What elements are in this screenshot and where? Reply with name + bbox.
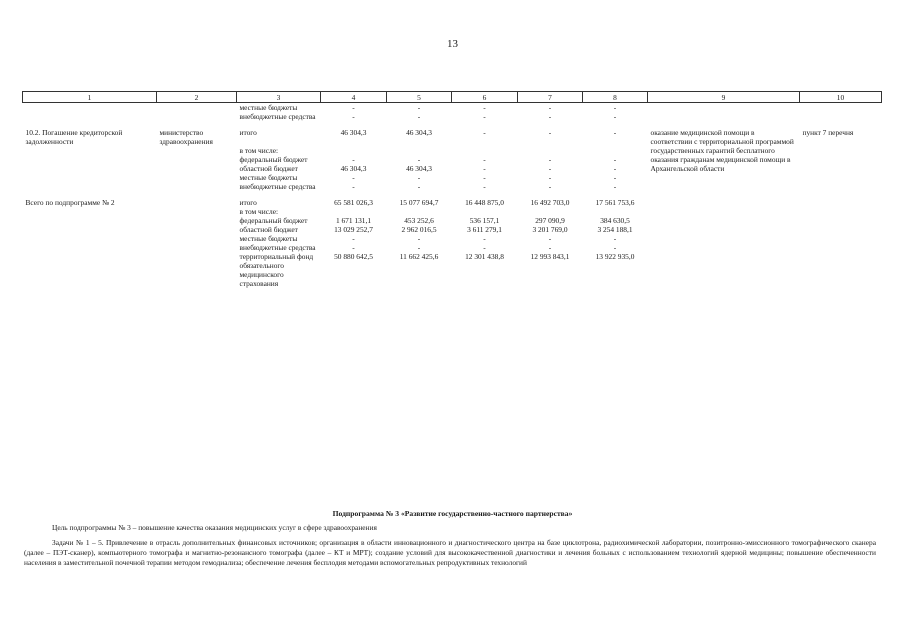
- table-cell: -: [483, 243, 486, 252]
- table-cell: 46 304,3: [340, 164, 367, 173]
- table-cell: -: [483, 234, 486, 243]
- table-cell: [157, 103, 237, 113]
- table-cell: -: [483, 112, 486, 121]
- table-cell: [23, 112, 157, 121]
- column-header: 8: [583, 92, 648, 103]
- table-cell: [23, 103, 157, 113]
- table-cell: [518, 207, 583, 216]
- table-cell: [648, 198, 800, 207]
- table-cell: -: [417, 112, 421, 121]
- table-row: [23, 182, 882, 191]
- table-cell: -: [548, 173, 552, 182]
- table-cell: пункт 7 перечня: [802, 128, 854, 137]
- table-cell: [800, 182, 882, 191]
- table-row: [23, 216, 882, 225]
- table-cell: [583, 207, 648, 216]
- table-cell: [800, 216, 882, 225]
- table-cell: [800, 243, 882, 252]
- table-cell: 16 448 875,0: [465, 198, 504, 207]
- table-cell: [23, 252, 157, 288]
- table-cell: [23, 243, 157, 252]
- table-cell: -: [613, 128, 617, 137]
- table-cell: -: [352, 182, 355, 191]
- table-cell: -: [352, 103, 355, 112]
- table-cell: [23, 234, 157, 243]
- table-cell: [23, 225, 157, 234]
- table-cell: -: [352, 173, 355, 182]
- table-cell: [157, 173, 237, 182]
- table-cell: -: [613, 155, 617, 164]
- table-cell: 1 671 131,1: [335, 216, 372, 225]
- table-cell: в том числе:: [239, 146, 279, 155]
- table-cell: 3 254 188,1: [597, 225, 633, 234]
- table-cell: [157, 198, 237, 207]
- subprogram-title: Подпрограмма № 3 «Развитие государственно-частного партнерства»: [332, 509, 573, 518]
- table-cell: 17 561 753,6: [595, 198, 635, 207]
- table-cell: 297 090,9: [535, 216, 565, 225]
- table-cell: [157, 182, 237, 191]
- table-cell: [321, 207, 387, 216]
- table-cell: -: [417, 243, 421, 252]
- column-header: 3: [237, 92, 321, 103]
- table-cell: местные бюджеты: [239, 173, 298, 182]
- page-number: 13: [447, 38, 458, 50]
- table-cell: -: [548, 243, 552, 252]
- table-cell: внебюджетные средства: [239, 243, 316, 252]
- spacer-cell: [23, 191, 882, 198]
- table-cell: [800, 112, 882, 121]
- goal-text: Цель подпрограммы № 3 – повышение качества оказания медицинских услуг в сфере здравоохранения: [52, 523, 377, 532]
- table-cell: [800, 252, 882, 288]
- table-cell: [23, 216, 157, 225]
- column-header: 10: [800, 92, 882, 103]
- table-cell: [23, 182, 157, 191]
- table-cell: Всего по подпрограмме № 2: [25, 198, 115, 207]
- table-cell: -: [613, 173, 617, 182]
- table-cell: в том числе:: [239, 207, 279, 216]
- table-cell: -: [613, 182, 617, 191]
- tasks-text: Задачи № 1 – 5. Привлечение в отрасль дополнительных финансовых источников; организация в области инновационного и диагностического центра на базе циклотрона, радиохимической лаборатории, позитронно-эмиссионного томографического сканера (далее – ПЭТ-сканер), компьютерного томографа и магнитно-резонансного томографа (далее – КТ и МРТ); создание условий для высококачественной диагностики и лечения больных с использованием технологий ядерной медицины; повышение обеспеченности населения в заместительной почечной терапии методом гемодиализа; обеспечение лечения бесплодия методами вспомогательных репродуктивных технологий: [24, 538, 876, 567]
- table-cell: -: [548, 155, 552, 164]
- table-cell: -: [417, 155, 421, 164]
- table-cell: федеральный бюджет: [239, 216, 308, 225]
- table-row: [23, 198, 882, 207]
- column-header: 2: [157, 92, 237, 103]
- table-cell: 536 157,1: [469, 216, 500, 225]
- table-cell: [23, 173, 157, 182]
- table-cell: местные бюджеты: [239, 234, 298, 243]
- table-cell: [648, 225, 800, 234]
- table-cell: -: [613, 164, 617, 173]
- table-cell: [157, 112, 237, 121]
- column-header: 4: [321, 92, 387, 103]
- table-row: [23, 252, 882, 288]
- table-cell: 13 922 935,0: [595, 252, 635, 261]
- table-cell: -: [548, 103, 552, 112]
- table-cell: [157, 234, 237, 243]
- table-cell: [648, 103, 800, 113]
- table-cell: -: [352, 243, 355, 252]
- table-cell: 453 252,6: [404, 216, 434, 225]
- table-cell: областной бюджет: [239, 164, 298, 173]
- table-cell: -: [548, 234, 552, 243]
- table-cell: 15 077 694,7: [399, 198, 439, 207]
- table-cell: [518, 146, 583, 155]
- table-cell: -: [613, 103, 617, 112]
- table-cell: [23, 164, 157, 173]
- table-cell: 12 993 843,1: [530, 252, 570, 261]
- table-cell: [157, 216, 237, 225]
- table-cell: -: [613, 112, 617, 121]
- table-cell: -: [352, 234, 355, 243]
- spacer-cell: [23, 121, 882, 128]
- table-cell: [23, 146, 157, 155]
- table-cell: [157, 164, 237, 173]
- table-cell: областной бюджет: [239, 225, 298, 234]
- table-cell: -: [548, 128, 552, 137]
- table-cell: [648, 182, 800, 191]
- table-cell: [648, 234, 800, 243]
- table-cell: 16 492 703,0: [530, 198, 570, 207]
- table-cell: 384 630,5: [600, 216, 630, 225]
- table-cell: [648, 243, 800, 252]
- column-header: 7: [518, 92, 583, 103]
- table-cell: территориальный фонд обязательного медицинского страхования: [239, 252, 314, 288]
- table-cell: [583, 146, 648, 155]
- table-row: [23, 128, 882, 146]
- table-cell: [157, 225, 237, 234]
- table-cell: оказание медицинской помощи в соответствии с территориальной программой государственных гарантий бесплатного оказания гражданам медицинской помощи в Архангельской области: [650, 128, 794, 173]
- spacer-row: [23, 191, 882, 198]
- spacer-row: [23, 121, 882, 128]
- table-cell: [452, 146, 518, 155]
- table-cell: [800, 164, 882, 173]
- table-cell: 50 880 642,5: [334, 252, 373, 261]
- table-row: [23, 243, 882, 252]
- table-cell: -: [417, 234, 421, 243]
- table-cell: [321, 146, 387, 155]
- table-cell: 65 581 026,3: [334, 198, 373, 207]
- table-row: [23, 112, 882, 121]
- table-cell: [23, 207, 157, 216]
- column-header: 9: [648, 92, 800, 103]
- table-cell: [800, 155, 882, 164]
- table-cell: [648, 216, 800, 225]
- table-cell: -: [417, 173, 421, 182]
- table-cell: -: [483, 173, 486, 182]
- table-cell: [800, 146, 882, 155]
- table-cell: 13 029 252,7: [334, 225, 373, 234]
- table-body: [23, 103, 882, 289]
- table-cell: [157, 155, 237, 164]
- table-cell: [800, 225, 882, 234]
- table-row: [23, 225, 882, 234]
- table-cell: [800, 103, 882, 113]
- table-cell: 3 201 769,0: [532, 225, 568, 234]
- table-cell: местные бюджеты: [239, 103, 298, 112]
- table-cell: 46 304,3: [406, 164, 432, 173]
- table-cell: -: [548, 164, 552, 173]
- table-cell: 46 304,3: [406, 128, 432, 137]
- table-cell: -: [352, 155, 355, 164]
- table-cell: -: [613, 243, 617, 252]
- table-cell: 12 301 438,8: [465, 252, 504, 261]
- table-row: [23, 103, 882, 113]
- table-cell: -: [613, 234, 617, 243]
- table-cell: 10.2. Погашение кредиторской задолженности: [25, 128, 123, 146]
- table-cell: [648, 112, 800, 121]
- table-cell: -: [483, 155, 486, 164]
- table-cell: -: [483, 164, 486, 173]
- table-cell: 2 962 016,5: [401, 225, 437, 234]
- table-cell: 46 304,3: [340, 128, 367, 137]
- table-row: [23, 234, 882, 243]
- table-cell: -: [483, 182, 486, 191]
- table-cell: -: [417, 182, 421, 191]
- column-header: 1: [23, 92, 157, 103]
- table-cell: [387, 146, 452, 155]
- table-cell: министерство здравоохранения: [159, 128, 213, 146]
- table-cell: -: [483, 128, 486, 137]
- table-cell: [800, 198, 882, 207]
- table-cell: итого: [239, 198, 257, 207]
- table-row: [23, 207, 882, 216]
- table-cell: внебюджетные средства: [239, 112, 316, 121]
- table-cell: -: [417, 103, 421, 112]
- table-cell: [387, 207, 452, 216]
- table-cell: [800, 173, 882, 182]
- table-cell: 11 662 425,6: [399, 252, 439, 261]
- table-cell: итого: [239, 128, 257, 137]
- table-cell: [648, 252, 800, 288]
- table-cell: [800, 234, 882, 243]
- table-cell: 3 611 279,1: [467, 225, 502, 234]
- table-cell: [452, 207, 518, 216]
- table-cell: [648, 207, 800, 216]
- table-cell: [23, 155, 157, 164]
- column-number-row: [23, 92, 882, 103]
- table-cell: федеральный бюджет: [239, 155, 308, 164]
- table-cell: -: [352, 112, 355, 121]
- table-cell: -: [548, 182, 552, 191]
- table-cell: -: [483, 103, 486, 112]
- table-cell: [157, 252, 237, 288]
- financing-table: [22, 91, 882, 288]
- column-header: 5: [387, 92, 452, 103]
- table-cell: внебюджетные средства: [239, 182, 316, 191]
- table-cell: [157, 146, 237, 155]
- table-cell: [800, 207, 882, 216]
- table-cell: [157, 207, 237, 216]
- table-cell: [157, 243, 237, 252]
- table-cell: -: [548, 112, 552, 121]
- column-header: 6: [452, 92, 518, 103]
